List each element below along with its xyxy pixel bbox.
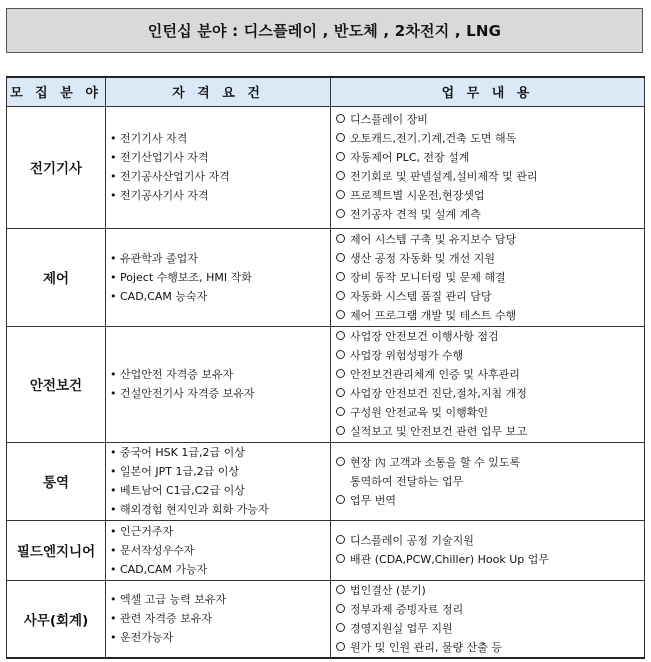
list-item: 법인결산 (분기) xyxy=(335,581,640,600)
header-qualification: 자 격 요 건 xyxy=(106,77,331,106)
qualification-cell xyxy=(106,580,331,658)
list-item: • Poject 수행보조, HMI 작화 xyxy=(110,268,326,287)
page-title: 인턴십 분야 : 디스플레이 , 반도체 , 2차전지 , LNG xyxy=(6,8,643,53)
qualification-cell xyxy=(106,442,331,520)
list-item: 디스플레이 장비 xyxy=(335,110,640,129)
list-item: • 해외경험 현지인과 회화 가능자 xyxy=(110,500,326,519)
list-item: 사업장 안전보건 진단,절차,지침 개정 xyxy=(335,384,640,403)
qualification-cell xyxy=(106,520,331,580)
list-item: 구성원 안전교육 및 이행확인 xyxy=(335,403,640,422)
field-name: 안전보건 xyxy=(7,326,106,442)
list-item: 자동화 시스템 품질 관리 담당 xyxy=(335,287,640,306)
table-row xyxy=(7,228,645,326)
duty-cell xyxy=(331,106,645,228)
list-item: • 전기공사기사 자격 xyxy=(110,186,326,205)
list-item: • 건설안전기사 자격증 보유자 xyxy=(110,384,326,403)
list-item: 전기공자 견적 및 설계 계측 xyxy=(335,205,640,224)
field-name: 통역 xyxy=(7,442,106,520)
list-item: 생산 공정 자동화 및 개선 지원 xyxy=(335,249,640,268)
list-item: • 전기산업기사 자격 xyxy=(110,148,326,167)
list-item: 디스플레이 공정 기술지원 xyxy=(335,531,640,550)
list-item: • 중국어 HSK 1급,2급 이상 xyxy=(110,443,326,462)
header-duties: 업 무 내 용 xyxy=(331,77,645,106)
field-name: 사무(회계) xyxy=(7,580,106,658)
duty-cell xyxy=(331,580,645,658)
list-item: • 관련 자격증 보유자 xyxy=(110,609,326,628)
table-row xyxy=(7,520,645,580)
list-item: 정부과제 증빙자료 정리 xyxy=(335,600,640,619)
table-row xyxy=(7,580,645,658)
list-item: 안전보건관리체계 인증 및 사후관리 xyxy=(335,365,640,384)
list-item: • 문서작성우수자 xyxy=(110,541,326,560)
list-item: • 베트남어 C1급,C2급 이상 xyxy=(110,481,326,500)
duty-cell xyxy=(331,520,645,580)
list-item: 장비 동작 모니터링 및 문제 해결 xyxy=(335,268,640,287)
list-item: • 산업안전 자격증 보유자 xyxy=(110,365,326,384)
table-row xyxy=(7,326,645,442)
recruitment-table xyxy=(6,76,645,659)
list-item: 배관 (CDA,PCW,Chiller) Hook Up 업무 xyxy=(335,550,640,569)
list-item: • 전기공사산업기사 자격 xyxy=(110,167,326,186)
field-name: 전기기사 xyxy=(7,106,106,228)
list-item: 업무 번역 xyxy=(335,491,640,510)
table-row xyxy=(7,442,645,520)
header-field: 모 집 분 야 xyxy=(7,77,106,106)
list-item: 전기회로 및 판넬설계,설비제작 및 관리 xyxy=(335,167,640,186)
list-item: • 유관학과 졸업자 xyxy=(110,249,326,268)
qualification-cell xyxy=(106,106,331,228)
field-name: 필드엔지니어 xyxy=(7,520,106,580)
list-item: • 전기기사 자격 xyxy=(110,129,326,148)
list-item-continuation: 통역하여 전달하는 업무 xyxy=(350,474,464,488)
list-item: 사업장 안전보건 이행사항 점검 xyxy=(335,327,640,346)
list-item: • 일본어 JPT 1급,2급 이상 xyxy=(110,462,326,481)
list-item: 경영지원실 업무 지원 xyxy=(335,619,640,638)
list-item: 제어 시스템 구축 및 유지보수 담당 xyxy=(335,230,640,249)
list-item: 원가 및 인원 관리, 물량 산출 등 xyxy=(335,638,640,657)
list-item: 실적보고 및 안전보건 관련 업무 보고 xyxy=(335,422,640,441)
list-item: 제어 프로그램 개발 및 테스트 수행 xyxy=(335,306,640,325)
qualification-cell xyxy=(106,228,331,326)
list-item: • CAD,CAM 가능자 xyxy=(110,560,326,579)
duty-cell xyxy=(331,326,645,442)
list-item: • CAD,CAM 능숙자 xyxy=(110,287,326,306)
list-item: 오토캐드,전기.기계,건축 도면 해독 xyxy=(335,129,640,148)
list-item: • 엑셀 고급 능력 보유자 xyxy=(110,590,326,609)
header-row xyxy=(7,77,645,106)
list-item: 사업장 위험성평가 수행 xyxy=(335,346,640,365)
list-item: 현장 內 고객과 소통을 할 수 있도록 xyxy=(335,453,640,472)
duty-cell xyxy=(331,228,645,326)
qualification-cell xyxy=(106,326,331,442)
field-name: 제어 xyxy=(7,228,106,326)
list-item: • 인근거주자 xyxy=(110,522,326,541)
duty-cell xyxy=(331,442,645,520)
table-row xyxy=(7,106,645,228)
list-item: 자동제어 PLC, 전장 설계 xyxy=(335,148,640,167)
list-item: • 운전가능자 xyxy=(110,628,326,647)
list-item: 프로젝트별 시운전,현장셋업 xyxy=(335,186,640,205)
